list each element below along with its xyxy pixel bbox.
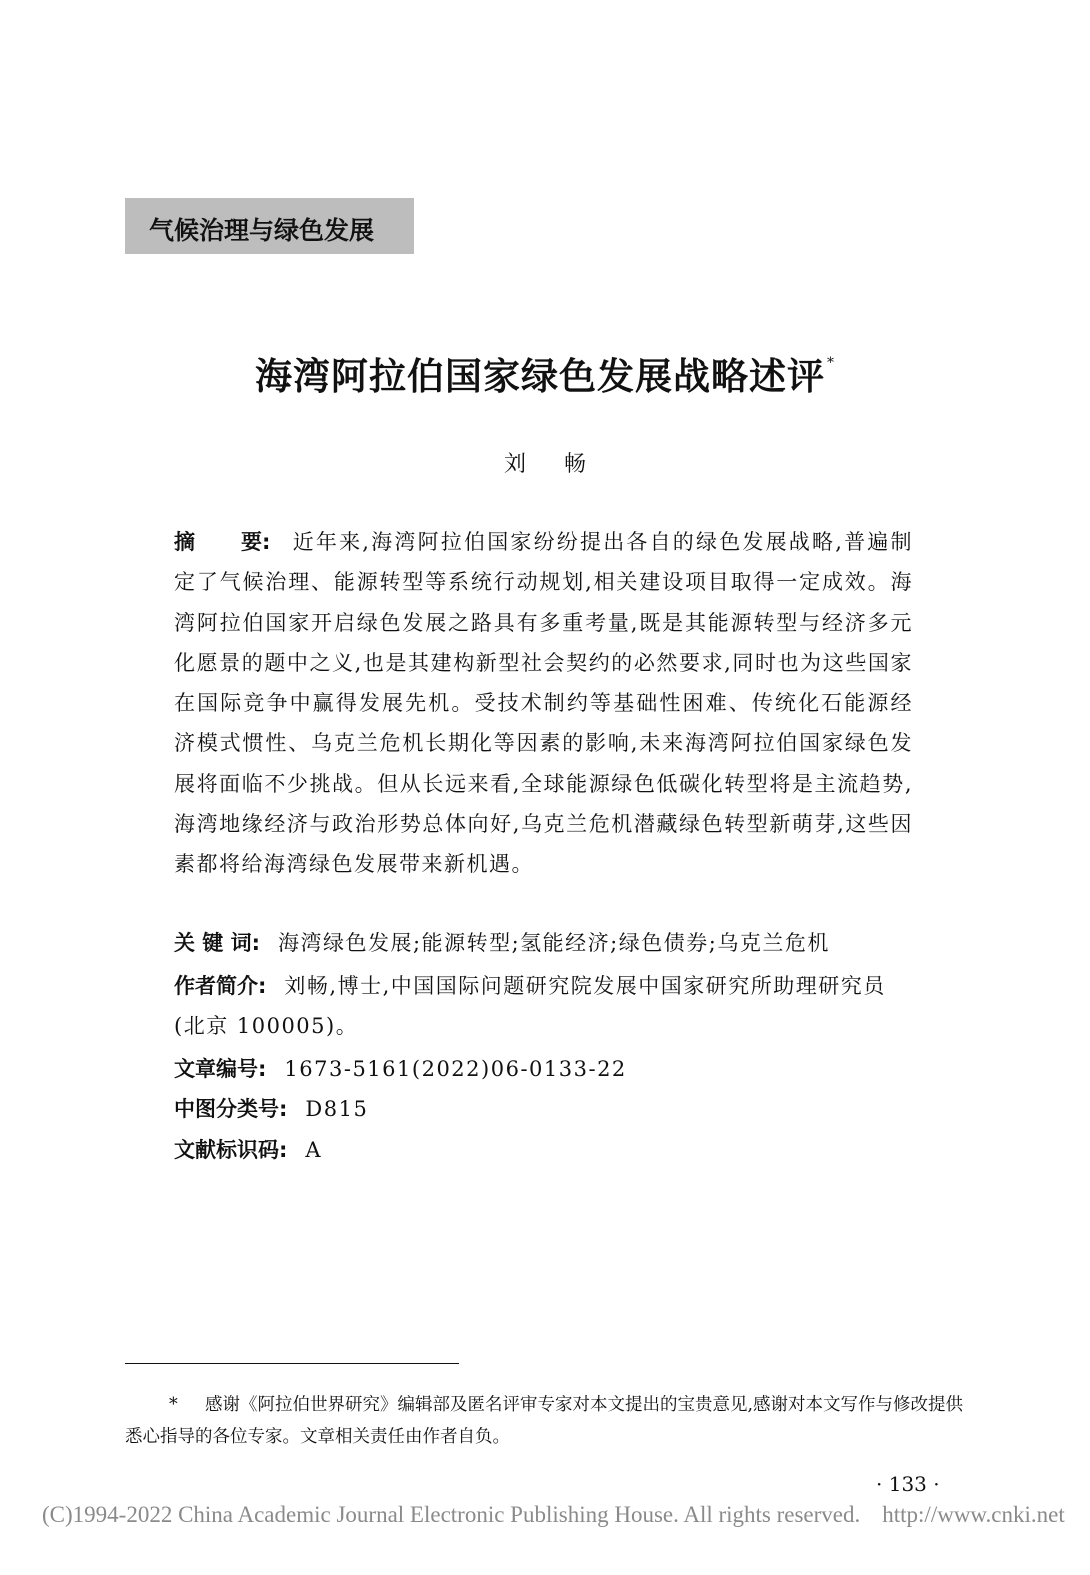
abstract-label [174,522,292,562]
author-family: 畅 [564,452,587,477]
document-code-label: 文献标识码: [174,1138,288,1162]
footnote [125,1389,965,1453]
article-title-text: 海湾阿拉伯国家绿色发展战略述评 [255,354,825,398]
abstract-text: 近年来,海湾阿拉伯国家纷纷提出各自的绿色发展战略,普遍制定了气候治理、能源转型等系统行动规划,相关建设项目取得一定成效。海湾阿拉伯国家开启绿色发展之路具有多重考量,既是其能源转型与经济多元化愿景的题中之义,也是其建构新型社会契约的必然要求,同时也为这些国家在国际竞争中赢得发展先机。受技术制约等基础性困难、传统化石能源经济模式惯性、乌克兰危机长期化等因素的影响,未来海湾阿拉伯国家绿色发展将面临不少挑战。但从长远来看,全球能源绿色低碳化转型将是主流趋势,海湾地缘经济与政治形势总体向好,乌克兰危机潜藏绿色转型新萌芽,这些因素都将给海湾绿色发展带来新机遇。 [174,530,913,877]
abstract-label-char-2: 要: [241,530,271,554]
document-code-value: A [305,1138,323,1162]
abstract-label-char-1: 摘 [174,530,195,554]
document-code [174,1134,322,1164]
footnote-divider [125,1363,459,1364]
author-bio-label: 作者简介: [174,974,267,998]
copyright-notice [42,1502,1090,1528]
clc-number [174,1093,368,1123]
clc-number-label: 中图分类号: [174,1097,288,1121]
author-name [0,447,1090,478]
author-bio [174,966,913,1047]
abstract [174,522,913,885]
footnote-mark: * [169,1395,178,1415]
author-bio-text: 刘畅,博士,中国国际问题研究院发展中国家研究所助理研究员(北京 100005)。 [174,974,886,1039]
article-id-value: 1673-5161(2022)06-0133-22 [284,1057,627,1081]
author-given: 刘 [503,452,526,477]
footnote-text: 感谢《阿拉伯世界研究》编辑部及匿名评审专家对本文提出的宝贵意见,感谢对本文写作与修改提供悉心指导的各位专家。文章相关责任由作者自负。 [125,1395,964,1447]
section-banner [125,198,414,254]
article-id-label: 文章编号: [174,1057,267,1081]
copyright-url: http://www.cnki.net [882,1502,1065,1527]
article-title [0,346,1090,400]
copyright-text: (C)1994-2022 China Academic Journal Electronic Publishing House. All rights reserved. [42,1502,861,1527]
section-banner-label: 气候治理与绿色发展 [149,216,375,245]
keywords-label: 关 键 词: [174,931,261,955]
keywords [174,927,830,957]
title-footnote-mark: * [827,355,835,371]
page-number: · 133 · [876,1472,940,1496]
article-id [174,1053,627,1083]
keywords-text: 海湾绿色发展;能源转型;氢能经济;绿色债券;乌克兰危机 [278,931,830,955]
clc-number-value: D815 [305,1097,369,1121]
